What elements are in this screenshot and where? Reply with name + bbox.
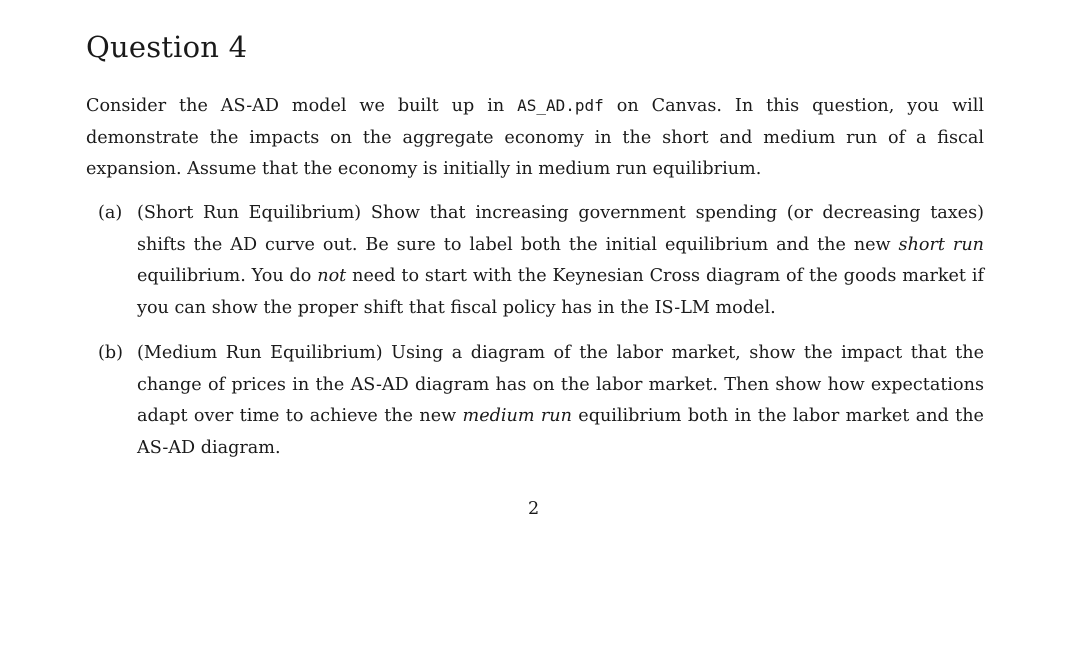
part-a-marker: (a) [98, 203, 123, 223]
part-b-text [137, 338, 984, 464]
question-part-a [98, 198, 984, 324]
intro-text-1: Consider the AS-AD model we built up in [86, 96, 518, 116]
page-number: 2 [528, 499, 540, 519]
part-a-emphasis-not: not [317, 266, 347, 286]
part-b-marker: (b) [98, 343, 123, 363]
question-heading: Question 4 [86, 30, 248, 64]
part-b-text-1: (Medium Run Equilibrium) Using a diagram of the labor market, show the impact that the change of prices in the AS-AD diagram has on the labor market. Then show how expectations adapt over time to achieve the new [137, 343, 984, 426]
part-a-text [137, 198, 984, 324]
intro-filename: AS_AD.pdf [517, 96, 604, 115]
intro-paragraph [86, 90, 984, 186]
part-a-text-3: need to start with the Keynesian Cross diagram of the goods market if you can show the proper shift that fiscal policy has in the IS-LM model. [137, 266, 985, 318]
part-a-text-2: equilibrium. You do [137, 266, 318, 286]
part-b-emphasis-medium-run: medium run [462, 406, 572, 426]
intro-text-2: on Canvas. In this question, you will demonstrate the impacts on the aggregate economy in the short and medium run of a fiscal expansion. Assume that the economy is initially in medium run equilibrium. [86, 96, 985, 179]
part-a-text-1: (Short Run Equilibrium) Show that increasing government spending (or decreasing taxes) shifts the AD curve out. Be sure to label both the initial equilibrium and the new [137, 203, 984, 255]
part-b-text-2: equilibrium both in the labor market and the AS-AD diagram. [137, 406, 984, 458]
part-a-emphasis-short-run: short run [898, 234, 984, 255]
question-part-b [98, 338, 984, 464]
